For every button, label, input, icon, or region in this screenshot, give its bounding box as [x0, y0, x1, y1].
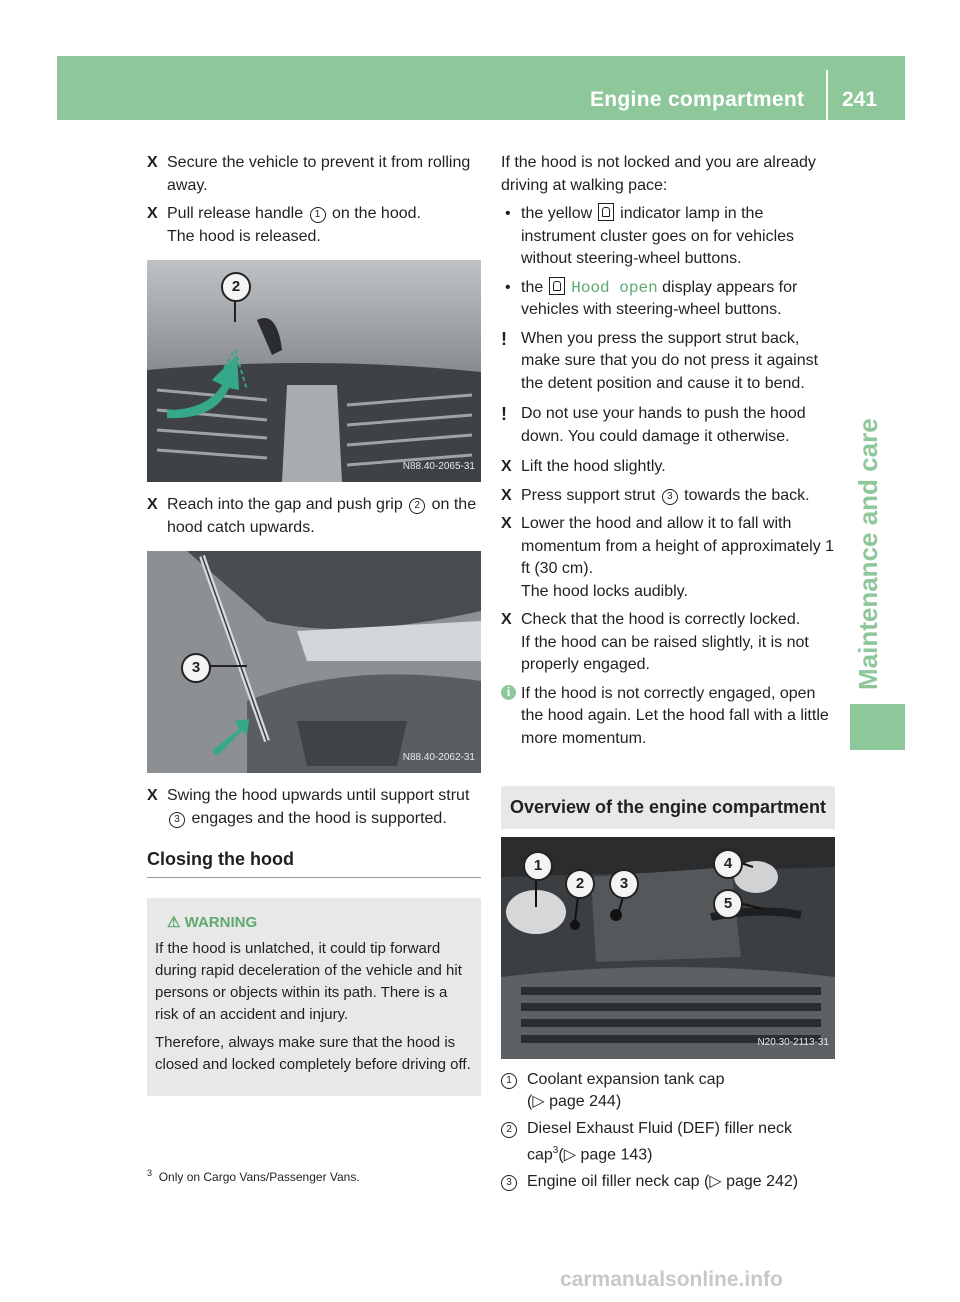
- step-result: The hood locks audibly.: [521, 582, 688, 600]
- hood-release-figure: [147, 260, 481, 482]
- figure-id: N20.30-2113-31: [757, 1037, 829, 1048]
- bullet-item: • the yellow indicator lamp in the instrument cluster goes on for vehicles without steering-wheel buttons.: [505, 205, 795, 267]
- footnote-marker: 3: [552, 1145, 559, 1156]
- warning-text: If the hood is unlatched, it could tip forward during rapid deceleration of the vehicle and hit persons or objects within its path. There is a risk of an accident and injury.: [155, 939, 462, 1023]
- figure-id: N88.40-2062-31: [402, 751, 475, 763]
- footnote: $^3$ Only on Cargo Vans/Passenger Vans.: [147, 1168, 360, 1184]
- instruction-step: X Check that the hood is correctly locked. If the hood can be raised slightly, it is not properly engaged.: [501, 609, 835, 677]
- watermark: carmanualsonline.info: [560, 1268, 783, 1291]
- info-item: i If the hood is not correctly engaged, open the hood again. Let the hood fall with a little more momentum.: [501, 683, 835, 751]
- step-arrow-icon: X: [147, 496, 158, 513]
- callout-ref: 2: [409, 498, 425, 514]
- bullet-item: • the Hood open display appears for vehicles with steering-wheel buttons.: [505, 278, 798, 318]
- step-result: The hood is released.: [167, 227, 321, 245]
- step-arrow-icon: X: [501, 486, 512, 504]
- callout-2: 2: [565, 869, 595, 899]
- callout-3: 3: [181, 653, 211, 683]
- closing-hood-heading: Closing the hood: [147, 848, 481, 878]
- step-arrow-icon: X: [147, 205, 158, 222]
- warning-title: ⚠︎ WARNING: [167, 913, 258, 931]
- page-number: 241: [842, 88, 878, 111]
- display-message: Hood open: [571, 278, 658, 297]
- step-arrow-icon: X: [501, 611, 512, 628]
- note-item: ! Do not use your hands to push the hood down. You could damage it otherwise.: [501, 404, 806, 445]
- instruction-step: X Pull release handle 1 on the hood. The hood is released.: [147, 203, 481, 248]
- intro-text: If the hood is not locked and you are already driving at walking pace:: [501, 154, 816, 194]
- engine-compartment-figure: [501, 837, 835, 1059]
- instruction-step: X Swing the hood upwards until support strut 3 engages and the hood is supported.: [147, 787, 470, 827]
- bullet-icon: •: [505, 278, 511, 296]
- info-icon: i: [501, 685, 516, 700]
- callout-ref: 1: [310, 207, 326, 223]
- step-arrow-icon: X: [147, 787, 158, 804]
- exclamation-icon: !: [501, 404, 507, 424]
- callout-2: 2: [221, 272, 251, 302]
- header-divider: [826, 70, 828, 120]
- note-item: ! When you press the support strut back, make sure that you do not press it against the detent position and cause it to bend.: [501, 328, 819, 392]
- bullet-icon: •: [505, 205, 511, 222]
- legend-item: 2 Diesel Exhaust Fluid (DEF) filler neck cap$^3$(▷ page 143): [501, 1118, 835, 1167]
- section-tab-marker: [850, 704, 905, 750]
- instruction-step: X Lower the hood and allow it to fall with momentum from a height of approximately 1 ft (30 cm). The hood locks audibly.: [501, 513, 835, 603]
- instruction-step: X Secure the vehicle to prevent it from rolling away.: [147, 154, 471, 194]
- step-result: If the hood can be raised slightly, it is not properly engaged.: [521, 633, 809, 673]
- section-tab-label: Maintenance and care: [853, 418, 883, 690]
- page-title: Engine compartment: [590, 88, 805, 111]
- callout-ref: 2: [501, 1122, 517, 1138]
- hood-open-icon: [598, 203, 614, 221]
- callout-5: 5: [713, 889, 743, 919]
- right-column: [501, 152, 835, 1197]
- instruction-step: X Reach into the gap and push grip 2 on the hood catch upwards.: [147, 496, 477, 536]
- left-column: [147, 152, 481, 1096]
- callout-4: 4: [713, 849, 743, 879]
- callout-ref: 3: [169, 812, 185, 828]
- overview-heading: Overview of the engine compartment: [501, 786, 835, 829]
- hood-open-icon: [549, 277, 565, 295]
- step-arrow-icon: X: [147, 154, 158, 171]
- callout-ref: 3: [501, 1175, 517, 1191]
- exclamation-icon: !: [501, 328, 507, 349]
- page-reference[interactable]: (▷ page 143): [558, 1146, 653, 1164]
- legend-item: 3 Engine oil filler neck cap (▷ page 242): [501, 1171, 835, 1194]
- support-strut-figure: [147, 551, 481, 773]
- instruction-step: X Lift the hood slightly.: [501, 456, 835, 479]
- warning-box: [147, 898, 481, 1096]
- step-arrow-icon: X: [501, 515, 512, 532]
- callout-ref: 1: [501, 1073, 517, 1089]
- callout-ref: 3: [662, 489, 678, 505]
- callout-3: 3: [609, 869, 639, 899]
- figure-id: N88.40-2065-31: [402, 460, 475, 472]
- instruction-step: X Press support strut 3 towards the back.: [501, 485, 835, 508]
- page-reference[interactable]: (▷ page 244): [527, 1093, 622, 1110]
- step-arrow-icon: X: [501, 458, 512, 475]
- hood-grille-illustration: [147, 260, 481, 482]
- legend-item: 1 Coolant expansion tank cap (▷ page 244): [501, 1069, 835, 1114]
- warning-text: Therefore, always make sure that the hood is closed and locked completely before driving off.: [155, 1033, 471, 1073]
- warning-triangle-icon: ⚠︎: [167, 913, 185, 931]
- callout-1: 1: [523, 851, 553, 881]
